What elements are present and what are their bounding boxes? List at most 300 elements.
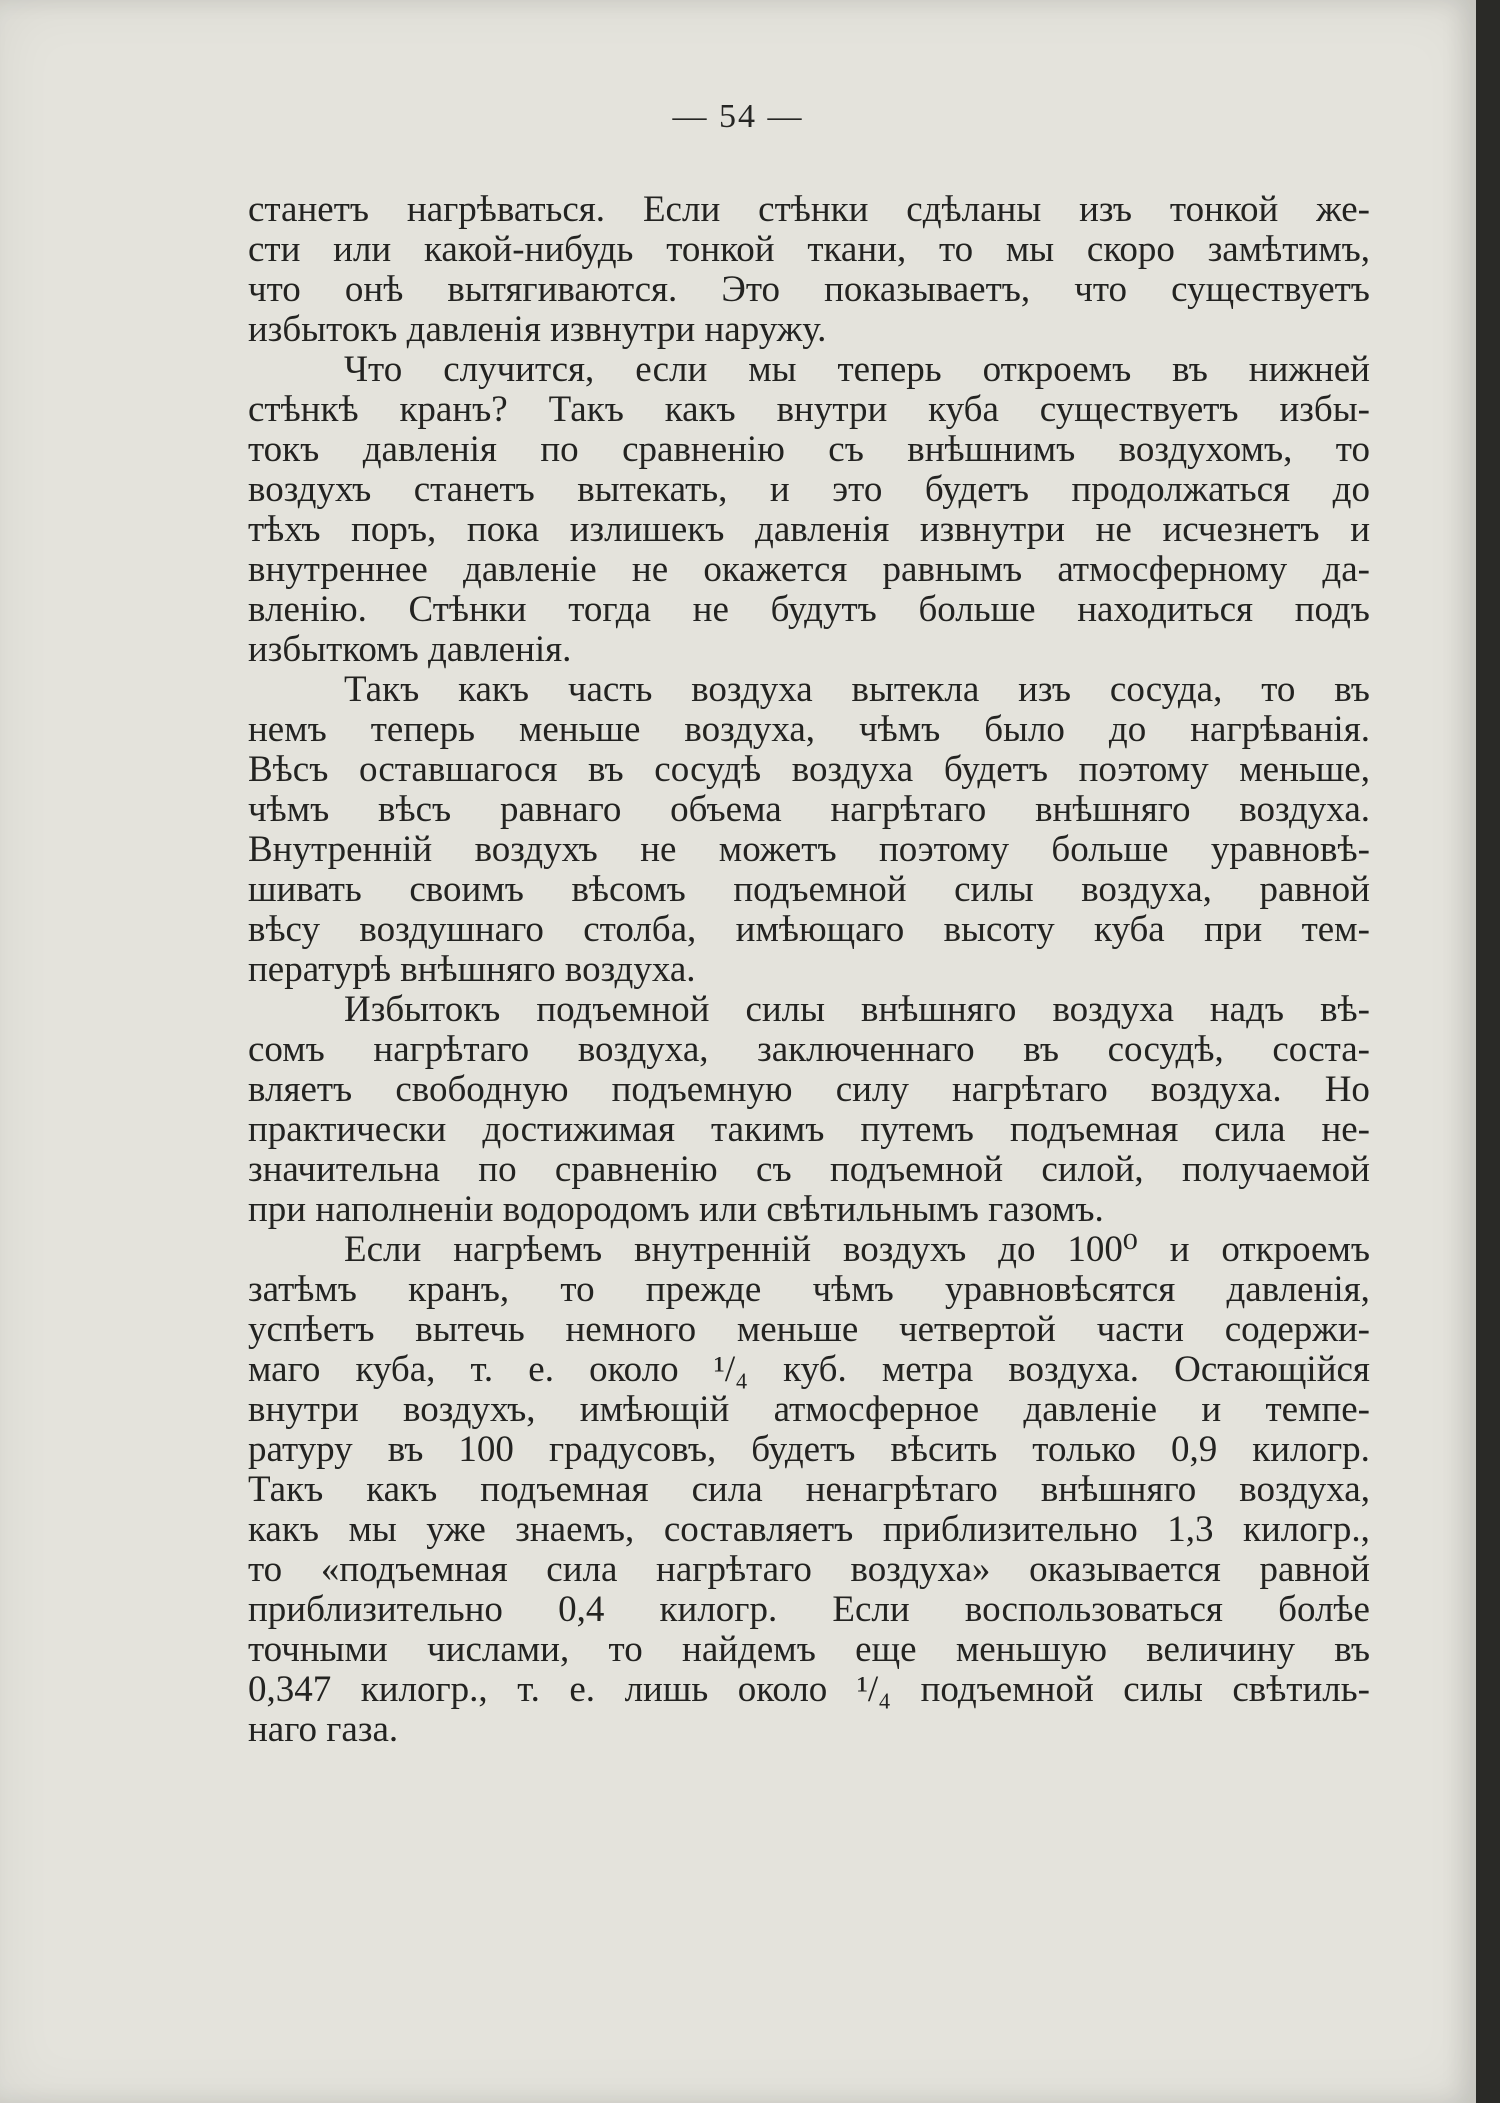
word: пока bbox=[466, 509, 540, 550]
word: или bbox=[333, 229, 392, 270]
text-line: избытокъ давленія извнутри наружу. bbox=[248, 309, 827, 350]
text-line bbox=[248, 710, 1370, 750]
word: часть bbox=[567, 669, 653, 710]
word: «подъемная bbox=[320, 1549, 508, 1590]
word: темпе- bbox=[1265, 1389, 1370, 1430]
word: откроемъ bbox=[982, 349, 1132, 390]
word: найдемъ bbox=[682, 1629, 816, 1670]
word: не bbox=[1095, 509, 1132, 550]
text-line bbox=[248, 190, 1370, 230]
word: кранъ, bbox=[408, 1269, 510, 1310]
word: воздухъ bbox=[474, 829, 598, 870]
word: имѣющій bbox=[579, 1389, 730, 1430]
text-line bbox=[248, 350, 1370, 390]
word: будетъ bbox=[751, 1429, 856, 1470]
word: Такъ bbox=[344, 669, 420, 710]
text-line bbox=[248, 830, 1370, 870]
word: числами, bbox=[427, 1629, 570, 1670]
text-line bbox=[248, 470, 1370, 510]
text-line bbox=[248, 1150, 1370, 1190]
word: около bbox=[589, 1349, 679, 1390]
word: меньше bbox=[518, 709, 641, 750]
word: высоту bbox=[943, 909, 1055, 950]
word: тем- bbox=[1301, 909, 1370, 950]
word: сосуда, bbox=[1109, 669, 1223, 710]
word: равнаго bbox=[499, 789, 622, 830]
word: что bbox=[248, 269, 301, 310]
word: нагрѣтаго bbox=[830, 789, 987, 830]
word: чѣмъ bbox=[812, 1269, 894, 1310]
word: Что bbox=[344, 349, 403, 390]
word: нагрѣтаго bbox=[373, 1029, 530, 1070]
word: 100 bbox=[458, 1429, 514, 1470]
word: воздуха bbox=[791, 749, 914, 790]
word: атмосферное bbox=[773, 1389, 980, 1430]
word: воздухъ, bbox=[403, 1389, 536, 1430]
text-line bbox=[248, 1390, 1370, 1430]
word: откроемъ bbox=[1221, 1229, 1370, 1270]
word: куб. bbox=[783, 1349, 847, 1390]
word: внѣшняго bbox=[1040, 1469, 1197, 1510]
word: воздуха bbox=[691, 669, 813, 710]
word: воздухомъ, bbox=[1118, 429, 1293, 470]
word: подъемной bbox=[829, 1149, 1004, 1190]
word: изъ bbox=[1018, 669, 1072, 710]
word: больше bbox=[918, 589, 1036, 630]
text-line bbox=[248, 430, 1370, 470]
word: стѣнки bbox=[758, 189, 869, 230]
word: въ bbox=[387, 1429, 424, 1470]
word: нагрѣемъ bbox=[453, 1229, 603, 1270]
word: воздушнаго bbox=[359, 909, 544, 950]
text-line bbox=[248, 910, 1370, 950]
word: въ bbox=[587, 749, 624, 790]
word: изъ bbox=[1079, 189, 1132, 230]
word: избы- bbox=[1279, 389, 1370, 430]
word: градусовъ, bbox=[548, 1429, 717, 1470]
word: точными bbox=[248, 1629, 388, 1670]
word: теперь bbox=[370, 709, 475, 750]
word: же- bbox=[1316, 189, 1370, 230]
word: было bbox=[984, 709, 1065, 750]
word: е. bbox=[569, 1669, 596, 1710]
word: поэтому bbox=[878, 829, 1009, 870]
word: своимъ bbox=[409, 869, 524, 910]
word: вытечь bbox=[415, 1309, 525, 1350]
word: ткани, bbox=[807, 229, 907, 270]
word: подъемной bbox=[733, 869, 907, 910]
word: воздуха. bbox=[1239, 789, 1370, 830]
word: съ bbox=[756, 1149, 792, 1190]
word: силы bbox=[1123, 1669, 1203, 1710]
word: сравненію bbox=[554, 1149, 718, 1190]
word: тѣхъ bbox=[248, 509, 321, 550]
word: воздуха, bbox=[1239, 1469, 1370, 1510]
text-line bbox=[248, 1670, 1370, 1710]
word: силу bbox=[835, 1069, 909, 1110]
word: содержи- bbox=[1224, 1309, 1370, 1350]
word: будутъ bbox=[770, 589, 877, 630]
word: подъемную bbox=[611, 1069, 793, 1110]
word: нижней bbox=[1248, 349, 1370, 390]
word: вѣсить bbox=[890, 1429, 998, 1470]
word: до bbox=[998, 1229, 1036, 1270]
word: меньше, bbox=[1239, 749, 1370, 790]
word: находиться bbox=[1077, 589, 1254, 630]
word: оказывается bbox=[1029, 1549, 1221, 1590]
word: станетъ bbox=[248, 189, 369, 230]
word: при bbox=[1204, 909, 1263, 950]
word: воздуха» bbox=[850, 1549, 991, 1590]
word: вѣ- bbox=[1320, 989, 1370, 1030]
word: до bbox=[1108, 709, 1147, 750]
page-number: — 54 — bbox=[672, 98, 804, 135]
text-line bbox=[248, 1470, 1370, 1510]
word: нагрѣванія. bbox=[1190, 709, 1370, 750]
word: нагрѣтаго bbox=[951, 1069, 1108, 1110]
text-line: наго газа. bbox=[248, 1709, 399, 1750]
word: успѣетъ bbox=[248, 1309, 375, 1350]
word: такимъ bbox=[711, 1109, 825, 1150]
word: внѣшняго bbox=[861, 989, 1017, 1030]
word: соста- bbox=[1272, 1029, 1370, 1070]
word: существуетъ bbox=[1171, 269, 1370, 310]
word: вытекать, bbox=[577, 469, 728, 510]
word: воздуха, bbox=[684, 709, 816, 750]
word: силы bbox=[954, 869, 1034, 910]
word: не bbox=[692, 589, 729, 630]
word: сдѣланы bbox=[906, 189, 1042, 230]
word: силы bbox=[745, 989, 825, 1030]
word: т. bbox=[517, 1669, 540, 1710]
text-line bbox=[248, 1430, 1370, 1470]
word: равнымъ bbox=[882, 549, 1023, 590]
word: въ bbox=[1172, 349, 1208, 390]
word: имѣющаго bbox=[735, 909, 905, 950]
word: воздухъ bbox=[248, 469, 372, 510]
word: куба bbox=[928, 389, 999, 430]
word: и bbox=[1350, 509, 1370, 550]
word: путемъ bbox=[860, 1109, 974, 1150]
word: подъ bbox=[1294, 589, 1370, 630]
word: вленію. bbox=[248, 589, 367, 630]
word: равной bbox=[1259, 869, 1370, 910]
word: только bbox=[1032, 1429, 1136, 1470]
word: мы bbox=[348, 1509, 397, 1550]
word: меньшую bbox=[955, 1629, 1107, 1670]
word: 0,347 bbox=[248, 1669, 332, 1710]
text-line bbox=[248, 670, 1370, 710]
word: получаемой bbox=[1182, 1149, 1370, 1190]
text-line bbox=[248, 1350, 1370, 1390]
word: подъемная bbox=[1009, 1109, 1179, 1150]
word: свѣтиль- bbox=[1232, 1669, 1370, 1710]
word: внѣшнимъ bbox=[907, 429, 1076, 470]
word: по bbox=[478, 1149, 517, 1190]
word: объема bbox=[670, 789, 782, 830]
word: внутренній bbox=[634, 1229, 812, 1270]
text-line bbox=[248, 1110, 1370, 1150]
word: продолжаться bbox=[1071, 469, 1291, 510]
word: скоро bbox=[1086, 229, 1175, 270]
word: затѣмъ bbox=[248, 1269, 357, 1310]
word: то bbox=[608, 1629, 643, 1670]
word: надъ bbox=[1209, 989, 1285, 1030]
word: 0,9 bbox=[1170, 1429, 1218, 1470]
word: по bbox=[540, 429, 579, 470]
word: уравновѣсятся bbox=[944, 1269, 1176, 1310]
word: мы bbox=[1005, 229, 1055, 270]
text-line bbox=[248, 790, 1370, 830]
word: давленія bbox=[755, 509, 890, 550]
word: т. bbox=[470, 1349, 494, 1390]
word: въ bbox=[1334, 669, 1370, 710]
word: извнутри bbox=[919, 509, 1065, 550]
text-line bbox=[248, 390, 1370, 430]
word: Если bbox=[344, 1229, 422, 1270]
word: Если bbox=[832, 1589, 910, 1630]
text-line bbox=[248, 510, 1370, 550]
text-line bbox=[248, 1630, 1370, 1670]
word: съ bbox=[828, 429, 864, 470]
word: поръ, bbox=[351, 509, 437, 550]
text-line: при наполненіи водородомъ или свѣтильнымъ газомъ. bbox=[248, 1189, 1104, 1230]
word: сосудѣ, bbox=[1107, 1029, 1224, 1070]
word: какъ bbox=[248, 1509, 319, 1550]
text-line: избыткомъ давленія. bbox=[248, 629, 572, 670]
word: окажется bbox=[703, 549, 848, 590]
word: ¹/₄ bbox=[713, 1349, 749, 1390]
word: и bbox=[1169, 1229, 1190, 1270]
text-line bbox=[248, 270, 1370, 310]
text-line bbox=[248, 870, 1370, 910]
word: сти bbox=[248, 229, 301, 270]
word: сомъ bbox=[248, 1029, 325, 1070]
word: подъемной bbox=[920, 1669, 1094, 1710]
word: излишекъ bbox=[569, 509, 725, 550]
word: воздуха. bbox=[1150, 1069, 1282, 1110]
word: около bbox=[737, 1669, 828, 1710]
word: немного bbox=[565, 1309, 697, 1350]
word: то bbox=[938, 229, 974, 270]
text-line bbox=[248, 1030, 1370, 1070]
word: приблизительно bbox=[248, 1589, 503, 1630]
text-line bbox=[248, 1230, 1370, 1270]
word: можетъ bbox=[718, 829, 837, 870]
word: не bbox=[631, 549, 669, 590]
word: и bbox=[1201, 1389, 1222, 1430]
word: нагрѣтаго bbox=[656, 1549, 812, 1590]
word: теперь bbox=[837, 349, 942, 390]
word: и bbox=[769, 469, 790, 510]
word: вѣсомъ bbox=[571, 869, 686, 910]
word: будетъ bbox=[943, 749, 1048, 790]
word: вытягиваются. bbox=[447, 269, 678, 310]
word: тогда bbox=[568, 589, 651, 630]
word: воспользоваться bbox=[964, 1589, 1223, 1630]
word: станетъ bbox=[413, 469, 535, 510]
text-line bbox=[248, 1510, 1370, 1550]
word: значительна bbox=[248, 1149, 440, 1190]
word: Остающійся bbox=[1174, 1349, 1370, 1390]
word: давленія, bbox=[1226, 1269, 1370, 1310]
word: какой-нибудь bbox=[423, 229, 634, 270]
word: сосудѣ bbox=[654, 749, 762, 790]
word: куба, bbox=[355, 1349, 436, 1390]
word: маго bbox=[248, 1349, 321, 1390]
word: сравненію bbox=[622, 429, 785, 470]
word: воздуха bbox=[1052, 989, 1174, 1030]
text-line bbox=[248, 990, 1370, 1030]
word: замѣтимъ, bbox=[1207, 229, 1370, 270]
word: 0,4 bbox=[558, 1589, 605, 1630]
word: достижимая bbox=[482, 1109, 675, 1150]
word: вѣсу bbox=[248, 909, 320, 950]
word: куба bbox=[1094, 909, 1165, 950]
word: не- bbox=[1321, 1109, 1370, 1150]
word: не bbox=[640, 829, 677, 870]
text-line bbox=[248, 750, 1370, 790]
word: до bbox=[1332, 469, 1370, 510]
word: Такъ bbox=[548, 389, 624, 430]
word: воздуха, bbox=[577, 1029, 709, 1070]
word: шивать bbox=[248, 869, 362, 910]
word: стѣнкѣ bbox=[248, 389, 359, 430]
word: воздухъ bbox=[843, 1229, 967, 1270]
word: то bbox=[1261, 669, 1296, 710]
word: уравновѣ- bbox=[1210, 829, 1370, 870]
word: въ bbox=[1334, 1629, 1370, 1670]
word: тонкой bbox=[666, 229, 775, 270]
text-line bbox=[248, 590, 1370, 630]
word: какъ bbox=[664, 389, 736, 430]
word: ратуру bbox=[248, 1429, 353, 1470]
text-line bbox=[248, 1270, 1370, 1310]
word: ¹/₄ bbox=[856, 1669, 892, 1710]
word: Если bbox=[642, 189, 721, 230]
word: Стѣнки bbox=[408, 589, 527, 630]
word: вѣсъ bbox=[378, 789, 452, 830]
word: какъ bbox=[366, 1469, 438, 1510]
word: существуетъ bbox=[1039, 389, 1239, 430]
word: то bbox=[560, 1269, 595, 1310]
word: воздуха, bbox=[1081, 869, 1212, 910]
word: воздуха. bbox=[1008, 1349, 1139, 1390]
word: это bbox=[832, 469, 883, 510]
word: килогр., bbox=[360, 1669, 488, 1710]
word: приблизительно bbox=[882, 1509, 1138, 1550]
word: равной bbox=[1259, 1549, 1370, 1590]
text-line bbox=[248, 1070, 1370, 1110]
word: внутри bbox=[776, 389, 888, 430]
text-line bbox=[248, 1590, 1370, 1630]
text-line bbox=[248, 1310, 1370, 1350]
word: уже bbox=[426, 1509, 486, 1550]
word: 100⁰ bbox=[1067, 1229, 1138, 1270]
word: Внутренній bbox=[248, 829, 433, 870]
word: что bbox=[1074, 269, 1128, 310]
word: знаемъ, bbox=[515, 1509, 635, 1550]
word: силой, bbox=[1041, 1149, 1144, 1190]
word: въ bbox=[1023, 1029, 1059, 1070]
word: давленія bbox=[362, 429, 497, 470]
text-line bbox=[248, 230, 1370, 270]
word: внѣшняго bbox=[1035, 789, 1191, 830]
word: какъ bbox=[458, 669, 530, 710]
word: килогр. bbox=[1252, 1429, 1370, 1470]
word: нагрѣваться. bbox=[406, 189, 606, 230]
word: Но bbox=[1324, 1069, 1370, 1110]
word: подъемной bbox=[536, 989, 710, 1030]
word: давленіе bbox=[1023, 1389, 1157, 1430]
word: оставшагося bbox=[358, 749, 558, 790]
word: килогр., bbox=[1242, 1509, 1370, 1550]
word: кранъ? bbox=[399, 389, 508, 430]
word: части bbox=[1096, 1309, 1184, 1350]
word: метра bbox=[881, 1349, 974, 1390]
word: немъ bbox=[248, 709, 327, 750]
word: Такъ bbox=[248, 1469, 324, 1510]
word: практически bbox=[248, 1109, 447, 1150]
word: показываетъ, bbox=[824, 269, 1031, 310]
word: тонкой bbox=[1169, 189, 1279, 230]
word: лишь bbox=[624, 1669, 709, 1710]
word: то bbox=[248, 1549, 283, 1590]
word: то bbox=[1335, 429, 1370, 470]
word: внутри bbox=[248, 1389, 359, 1430]
word: да- bbox=[1322, 549, 1370, 590]
word: болѣе bbox=[1278, 1589, 1370, 1630]
word: Избытокъ bbox=[344, 989, 501, 1030]
scan-edge bbox=[1476, 0, 1500, 2103]
word: будетъ bbox=[924, 469, 1029, 510]
word: столба, bbox=[583, 909, 697, 950]
word: Вѣсъ bbox=[248, 749, 329, 790]
word: сила bbox=[1214, 1109, 1286, 1150]
word: еще bbox=[855, 1629, 917, 1670]
text-line bbox=[248, 550, 1370, 590]
word: величину bbox=[1146, 1629, 1295, 1670]
word: давленіе bbox=[463, 549, 597, 590]
word: чѣмъ bbox=[859, 709, 941, 750]
word: вляетъ bbox=[248, 1069, 353, 1110]
word: атмосферному bbox=[1057, 549, 1288, 590]
word: внутреннее bbox=[248, 549, 428, 590]
text-line: пературѣ внѣшняго воздуха. bbox=[248, 949, 696, 990]
word: подъемная bbox=[480, 1469, 649, 1510]
word: сила bbox=[691, 1469, 763, 1510]
word: сила bbox=[546, 1549, 618, 1590]
word: Это bbox=[721, 269, 781, 310]
word: вытекла bbox=[851, 669, 980, 710]
word: токъ bbox=[248, 429, 320, 470]
word: меньше bbox=[736, 1309, 859, 1350]
word: поэтому bbox=[1078, 749, 1209, 790]
word: случится, bbox=[443, 349, 595, 390]
word: если bbox=[635, 349, 708, 390]
word: четвертой bbox=[898, 1309, 1056, 1350]
word: ненагрѣтаго bbox=[805, 1469, 998, 1510]
body-text bbox=[248, 190, 1370, 1750]
word: е. bbox=[528, 1349, 554, 1390]
word: прежде bbox=[645, 1269, 762, 1310]
word: заключеннаго bbox=[757, 1029, 975, 1070]
word: чѣмъ bbox=[248, 789, 330, 830]
word: онѣ bbox=[344, 269, 404, 310]
word: мы bbox=[748, 349, 797, 390]
word: свободную bbox=[395, 1069, 569, 1110]
word: больше bbox=[1051, 829, 1169, 870]
